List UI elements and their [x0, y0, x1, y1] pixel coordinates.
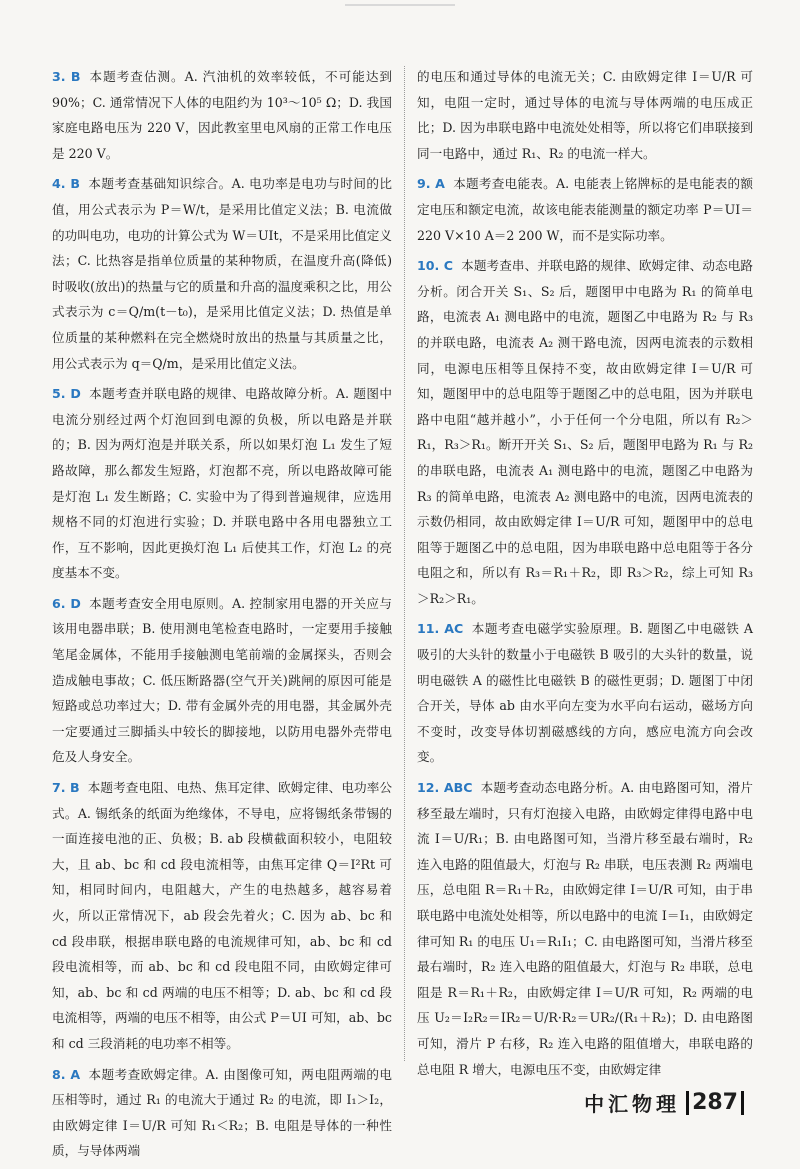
answer-item [52, 171, 392, 376]
answer-item [52, 381, 392, 586]
page-number: 287 [686, 1091, 744, 1115]
answer-item [417, 616, 753, 770]
answer-number: 4. B [52, 176, 80, 192]
answer-item [52, 64, 392, 166]
answer-text: 本题考查基础知识综合。A. 电功率是电功与时间的比值，用公式表示为 P＝W/t，是采用比值定义法；B. 电流做的功叫电功，电功的计算公式为 W＝UIt，不是采用比值定义法；C. 比热容是指单位质量的某种物质，在温度升高(降低)时吸收(放出)的热量与它的质量和升高的温度乘积之比，用公式表示为 c＝Q/m(t－t₀)，是采用比值定义法；D. 热值是单位质量的某种燃料在完全燃烧时放出的热量与其质量之比，用公式表示为 q＝Q/m，是采用比值定义法。 [52, 176, 393, 371]
answer-text: 本题考查估测。A. 汽油机的效率较低，不可能达到 90%；C. 通常情况下人体的电阻约为 10³～10⁵ Ω；D. 我国家庭电路电压为 220 V，因此教室里电风扇的正常工作电压是 220 V。 [52, 69, 392, 161]
answer-text: 本题考查动态电路分析。A. 由电路图可知，滑片移至最左端时，只有灯泡接入电路，由欧姆定律得电路中电流 I＝U/R₁；B. 由电路图可知，当滑片移至最右端时，R₂ 连入电路的阻值最大，灯泡与 R₂ 串联，电压表测 R₂ 两端电压，总电阻 R＝R₁＋R₂，由欧姆定律 I＝U/R 可知，由于串联电路中电流处处相等，所以电路中的电流 I＝I₁，由欧姆定律可知 R₁ 的电压 U₁＝R₁I₁；C. 由电路图可知，当滑片移至最右端时，R₂ 连入电路的阻值最大，灯泡与 R₂ 串联，总电阻是 R＝R₁＋R₂，由欧姆定律 I＝U/R 可知，R₂ 两端的电压 U₂＝I₂R₂＝IR₂＝U/R·R₂＝UR₂/(R₁＋R₂)；D. 由电路图可知，滑片 P 右移，R₂ 连入电路的阻值增大，串联电路的总电阻 R 增大，电源电压不变，由欧姆定律 [417, 780, 753, 1077]
answer-text: 本题考查并联电路的规律、电路故障分析。A. 题图中电流分别经过两个灯泡回到电源的负极，所以电路是并联的；B. 因为两灯泡是并联关系，所以如果灯泡 L₁ 发生了短路故障，那么都发生短路，灯泡都不亮，所以电路故障可能是灯泡 L₁ 发生断路；C. 实验中为了得到普遍规律，应选用规格不同的灯泡进行实验；D. 并联电路中各用电器独立工作，互不影响，因此更换灯泡 L₁ 后使其工作，灯泡 L₂ 的亮度基本不变。 [52, 386, 392, 581]
footer-brand: 中汇物理 [584, 1092, 681, 1116]
answer-text: 的电压和通过导体的电流无关；C. 由欧姆定律 I＝U/R 可知，电阻一定时，通过导体的电流与导体两端的电压成正比；D. 因为串联电路中电流处处相等，所以将它们串联接到同一电路中，通过 R₁、R₂ 的电流一样大。 [417, 69, 753, 161]
answer-text: 本题考查欧姆定律。A. 由图像可知，两电阻两端的电压相等时，通过 R₁ 的电流大于通过 R₂ 的电流，即 I₁＞I₂，由欧姆定律 I＝U/R 可知 R₁＜R₂；B. 电阻是导体的一种性质，与导体两端 [52, 1066, 392, 1159]
answer-number: 3. B [52, 69, 81, 84]
answer-number: 12. ABC [417, 780, 473, 796]
answer-text: 本题考查电阻、电热、焦耳定律、欧姆定律、电功率公式。A. 锡纸条的纸面为绝缘体，不导电，应将锡纸条带锡的一面连接电池的正、负极；B. ab 段横截面积较小，电阻较大，且 ab、bc 和 cd 段电流相等，由焦耳定律 Q＝I²Rt 可知，相同时间内，电阻越大，产生的电热越多，越容易着火，所以正常情况下，ab 段会先着火；C. 因为 ab、bc 和 cd 段串联，根据串联电路的电流规律可知，ab、bc 和 cd 段电流相等，而 ab、bc 和 cd 段电阻不同，由欧姆定律可知，ab、bc 和 cd 两端的电压不相等；D. ab、bc 和 cd 段电流相等，两端的电压不相等，由公式 P＝UI 可知，ab、bc 和 cd 三段消耗的电功率不相等。 [52, 780, 393, 1051]
page-footer [584, 1088, 744, 1117]
top-mark [345, 4, 455, 6]
answer-item [417, 64, 753, 166]
left-column [52, 64, 392, 1169]
right-column [417, 64, 753, 1087]
answer-number: 11. AC [417, 621, 464, 637]
answer-item [417, 171, 753, 248]
answer-number: 9. A [417, 176, 445, 192]
answer-item [52, 591, 392, 770]
column-divider [404, 66, 405, 1061]
answer-item [417, 253, 753, 611]
answer-item [52, 1062, 392, 1164]
answer-text: 本题考查电能表。A. 电能表上铭牌标的是电能表的额定电压和额定电流，故该电能表能测量的额定功率 P＝UI＝220 V×10 A＝2 200 W，而不是实际功率。 [417, 176, 753, 243]
answer-text: 本题考查电磁学实验原理。B. 题图乙中电磁铁 A 吸引的大头针的数量小于电磁铁 B 吸引的大头针的数量，说明电磁铁 A 的磁性比电磁铁 B 的磁性更弱；D. 题图丁中闭合开关，导体 ab 由水平向左变为水平向右运动，磁场方向不变时，改变导体切割磁感线的方向，感应电流方向会改变。 [417, 621, 753, 765]
answer-number: 8. A [52, 1066, 81, 1082]
answer-number: 6. D [52, 595, 81, 611]
answer-text: 本题考查串、并联电路的规律、欧姆定律、动态电路分析。闭合开关 S₁、S₂ 后，题图甲中电路为 R₁ 的简单电路，电流表 A₁ 测电路中的电流，题图乙中电路为 R₂ 与 R₃ 的并联电路，电流表 A₂ 测干路电流，因两电流表的示数相同，电源电压相等且保持不变，故由欧姆定律 I＝U/R 可知，题图甲中的总电阻等于题图乙中的总电阻，因为并联电路中电阻“越并越小”，小于任何一个分电阻，所以有 R₂＞R₁，R₃＞R₁。断开开关 S₁、S₂ 后，题图甲电路为 R₁ 与 R₂ 的串联电路，电流表 A₁ 测电路中的电流，题图乙中电路为 R₃ 的简单电路，电流表 A₂ 测电路中的电流，因两电流表的示数仍相同，故由欧姆定律 I＝U/R 可知，题图甲中的总电阻等于题图乙中的总电阻，因为串联电路中总电阻等于各分电阻之和，所以有 R₃＝R₁＋R₂，即 R₃＞R₂，综上可知 R₃＞R₂＞R₁。 [417, 258, 754, 606]
answer-item [417, 775, 753, 1082]
answer-number: 10. C [417, 258, 454, 274]
answer-item [52, 775, 392, 1057]
answer-number: 5. D [52, 386, 81, 402]
answer-number: 7. B [52, 780, 80, 796]
answer-text: 本题考查安全用电原则。A. 控制家用电器的开关应与该用电器串联；B. 使用测电笔检查电路时，一定要用手接触笔尾金属体，不能用手接触测电笔前端的金属探头，否则会造成触电事故；C. 低压断路器(空气开关)跳闸的原因可能是短路或总功率过大；D. 带有金属外壳的用电器，其金属外壳一定要通过三脚插头中较长的脚接地，以防用电器外壳带电危及人身安全。 [52, 595, 392, 765]
